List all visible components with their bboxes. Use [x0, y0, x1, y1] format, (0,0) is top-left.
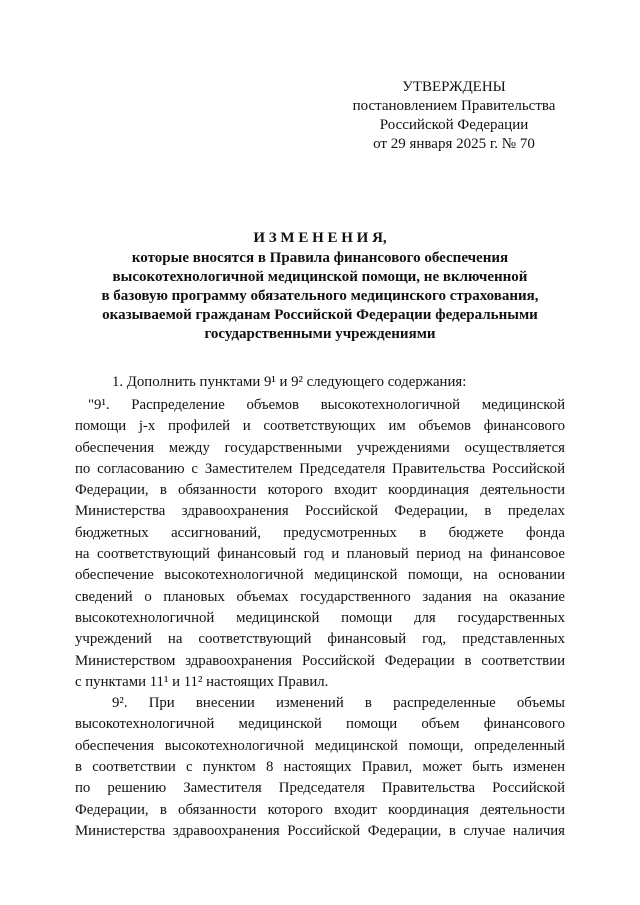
text-line: 1. Дополнить пунктами 9¹ и 9² следующего содержания: [112, 374, 467, 390]
text-line: сведений о плановых объемах государственного задания на оказание [75, 588, 565, 605]
approval-heading: УТВЕРЖДЕНЫ [402, 79, 506, 95]
text-line: по решению Заместителя Председателя Правительства Российской [75, 780, 565, 797]
text-line: по согласованию с Заместителем Председателя Правительства Российской [75, 460, 565, 477]
text-line: Министерства здравоохранения Российской Федерации, в случае наличия [75, 822, 565, 839]
paragraph-1 [75, 372, 565, 393]
text-line: Федерации, в обязанности которого входит координация деятельности [75, 801, 565, 818]
paragraph-3 [75, 693, 565, 842]
title-subtitle-line: высокотехнологичной медицинской помощи, не включенной [112, 269, 528, 285]
title-subtitle-line: в базовую программу обязательного медицинского страхования, [101, 288, 539, 304]
title-subtitle-line: которые вносятся в Правила финансового обеспечения [131, 250, 509, 266]
approval-line: Российской Федерации [379, 117, 529, 133]
text-line: обеспечение высокотехнологичной медицинской помощи, на основании [75, 567, 565, 584]
title-subtitle-line: государственными учреждениями [204, 326, 436, 342]
text-line: обеспечения между государственными учреждениями осуществляется [75, 439, 565, 456]
approval-stamp-block [329, 78, 579, 154]
document-body [75, 372, 565, 842]
text-line: в соответствии с пунктом 8 настоящих Правил, может быть изменен [75, 759, 565, 776]
title-subtitle-line: оказываемой гражданам Российской Федерации федеральными [102, 307, 538, 323]
approval-line: постановлением Правительства [352, 98, 556, 114]
text-line: Министерства здравоохранения Российской Федерации, в пределах [75, 503, 565, 520]
text-line: "9¹. Распределение объемов высокотехнологичной медицинской [88, 396, 565, 413]
text-line: на соответствующий финансовый год и плановый период на финансовое [75, 546, 565, 563]
text-line: помощи j-х профилей и соответствующих им объемов финансового [75, 418, 565, 435]
document-title-block [0, 227, 640, 344]
text-line: Министерством здравоохранения Российской Федерации в соответствии [75, 652, 565, 669]
text-line: с пунктами 11¹ и 11² настоящих Правил. [75, 673, 329, 690]
text-line: обеспечения высокотехнологичной медицинской помощи, определенный [75, 737, 565, 754]
document-title: И З М Е Н Е Н И Я, [253, 230, 387, 246]
text-line: Федерации, в обязанности которого входит координация деятельности [75, 482, 565, 499]
text-line: высокотехнологичной медицинской помощи для государственных [75, 609, 565, 626]
text-line: 9². При внесении изменений в распределенные объемы [112, 695, 565, 712]
text-line: учреждений на соответствующий финансовый год, представленных [75, 631, 565, 648]
text-line: высокотехнологичной медицинской помощи объем финансового [75, 716, 565, 733]
paragraph-2 [75, 395, 565, 693]
text-line: бюджетных ассигнований, предусмотренных в бюджете фонда [75, 524, 565, 541]
approval-date-line: от 29 января 2025 г. № 70 [373, 136, 535, 152]
